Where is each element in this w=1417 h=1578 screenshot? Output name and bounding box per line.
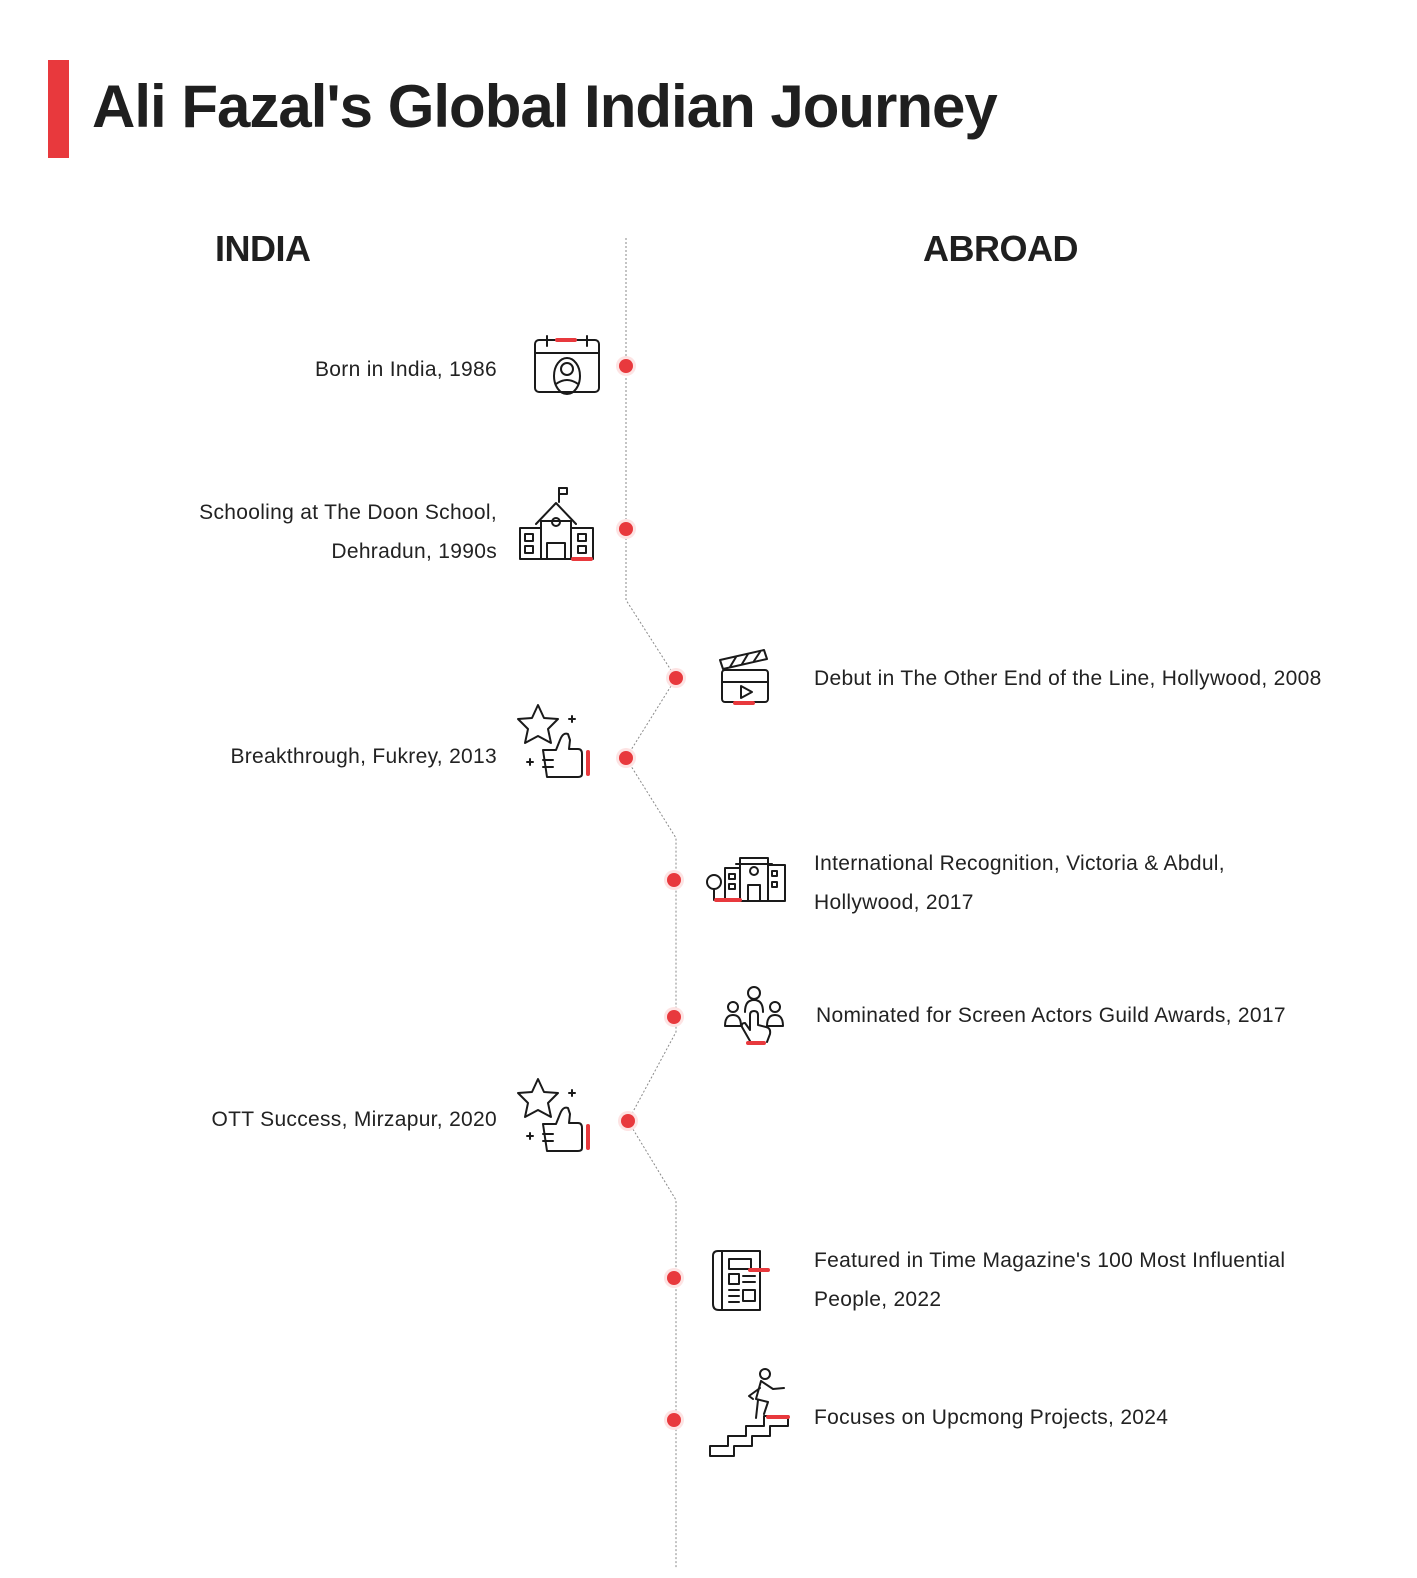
timeline-dot [669, 671, 683, 685]
calendar-baby-icon [535, 336, 599, 394]
people-select-icon [725, 987, 783, 1043]
newspaper-icon [713, 1251, 768, 1310]
event-label-born: Born in India, 1986 [315, 358, 497, 381]
star-thumbs-up-icon [518, 1079, 588, 1151]
timeline-dot [667, 1271, 681, 1285]
column-heading-abroad: ABROAD [923, 228, 1078, 269]
event-label-upcoming: Focuses on Upcmong Projects, 2024 [814, 1406, 1169, 1429]
city-building-icon [707, 858, 785, 901]
timeline-dot [667, 1413, 681, 1427]
event-label-schooling: Schooling at The Doon School, Dehradun, 1990s [199, 501, 497, 563]
school-building-icon [520, 488, 593, 559]
timeline-dot [667, 1010, 681, 1024]
event-label-time-magazine: Featured in Time Magazine's 100 Most Influential People, 2022 [814, 1249, 1286, 1311]
timeline-dot [667, 873, 681, 887]
clapperboard-icon [720, 650, 768, 703]
star-thumbs-up-icon [518, 705, 588, 777]
event-label-fukrey: Breakthrough, Fukrey, 2013 [230, 745, 497, 768]
event-label-debut: Debut in The Other End of the Line, Hollywood, 2008 [814, 667, 1322, 690]
timeline-path [626, 238, 676, 1568]
column-heading-india: INDIA [215, 228, 311, 269]
event-label-victoria-abdul: International Recognition, Victoria & Abdul, Hollywood, 2017 [814, 852, 1225, 914]
timeline-dot [619, 522, 633, 536]
event-label-mirzapur: OTT Success, Mirzapur, 2020 [211, 1108, 497, 1131]
event-label-sag-awards: Nominated for Screen Actors Guild Awards, 2017 [816, 1004, 1286, 1027]
timeline-dot [619, 751, 633, 765]
climbing-stairs-icon [710, 1369, 788, 1456]
timeline-dot [621, 1114, 635, 1128]
page-title: Ali Fazal's Global Indian Journey [92, 73, 997, 140]
timeline-dot [619, 359, 633, 373]
